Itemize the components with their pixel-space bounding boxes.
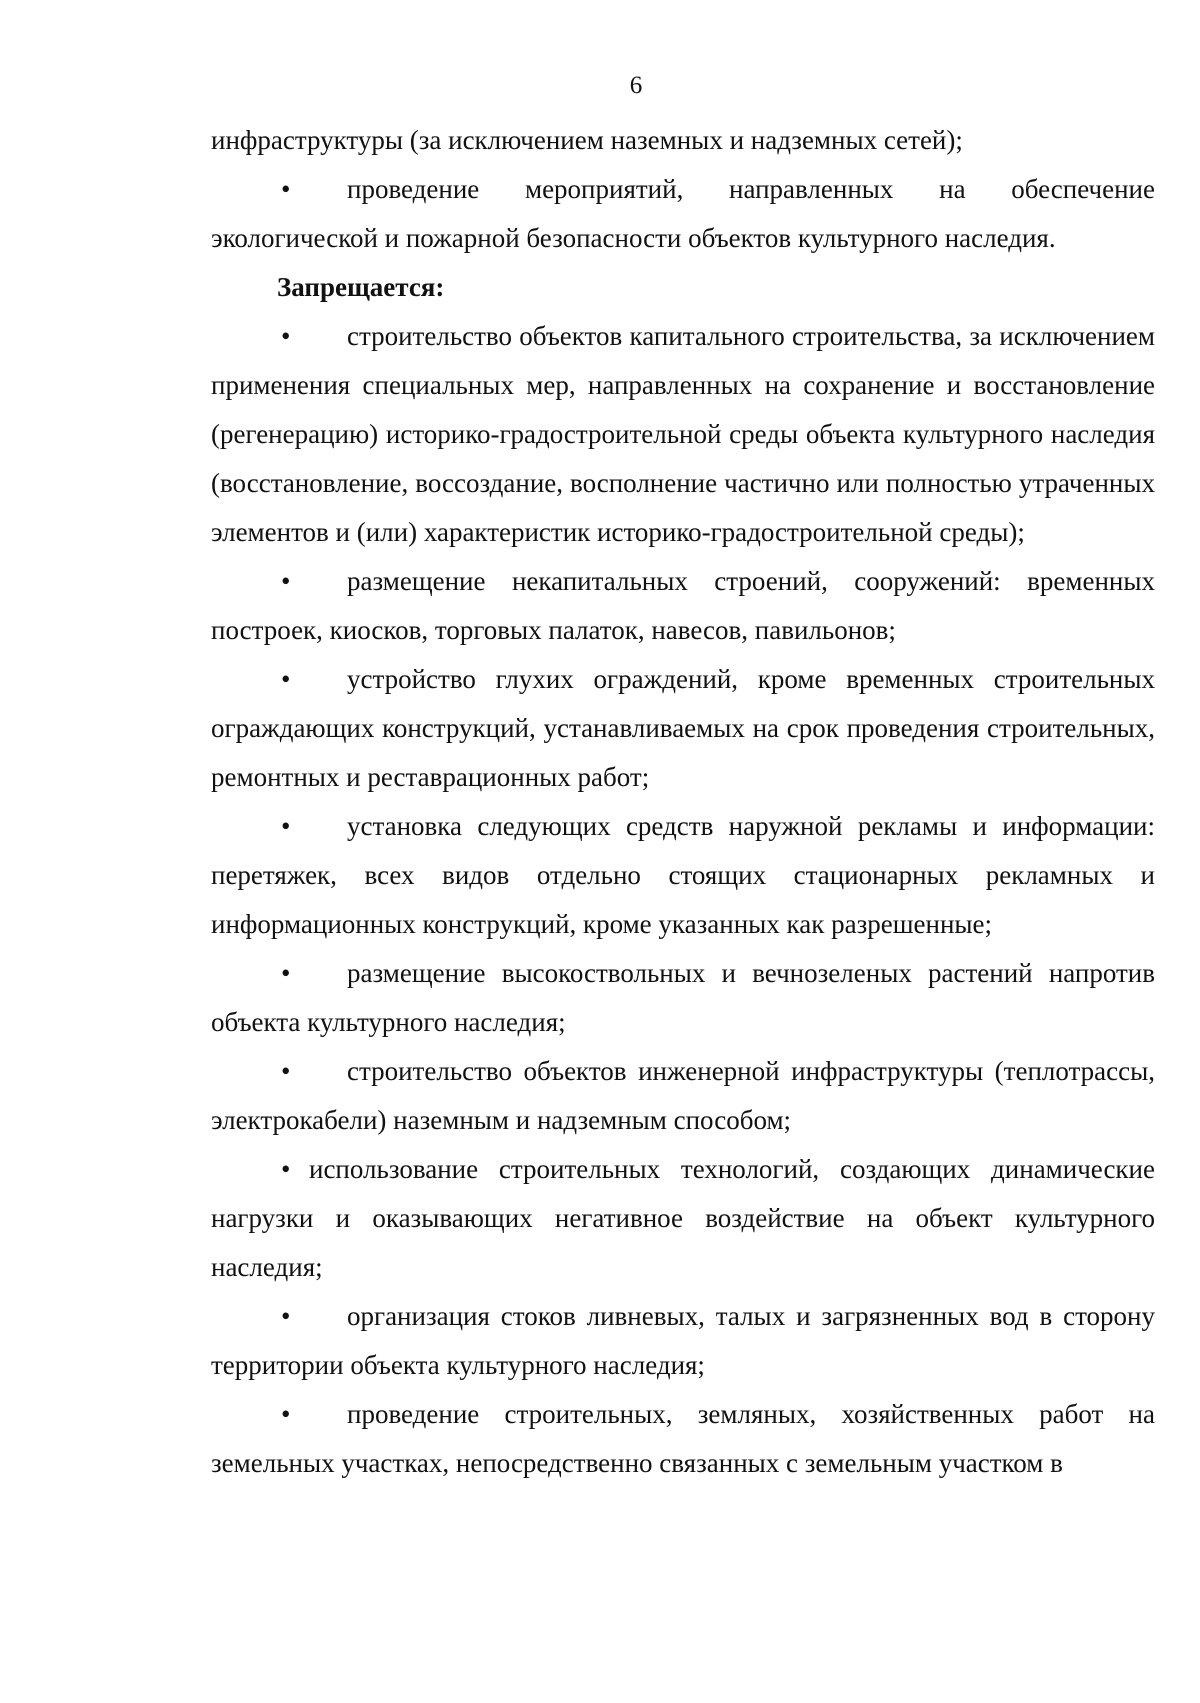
- bullet-icon: •: [281, 664, 291, 694]
- bullet-icon: •: [281, 1056, 291, 1086]
- list-item: [211, 312, 1155, 557]
- list-item: [211, 802, 1155, 949]
- list-item-text: установка следующих средств наружной рекламы и информации: перетяжек, всех видов отдельно стоящих стационарных рекламных и информационных конструкций, кроме указанных как разрешенные;: [211, 811, 1155, 939]
- list-item-text: строительство объектов капитального строительства, за исключением применения специальных мер, направленных на сохранение и восстановление (регенерацию) историко-градостроительной среды объекта культурного наследия (восстановление, воссоздание, восполнение частично или полностью утраченных элементов и (или) характеристик историко-градостроительной среды);: [211, 321, 1155, 547]
- list-item-text: устройство глухих ограждений, кроме временных строительных ограждающих конструкций, устанавливаемых на срок проведения строительных, ремонтных и реставрационных работ;: [211, 664, 1155, 792]
- list-item-text: проведение строительных, земляных, хозяйственных работ на земельных участках, непосредственно связанных с земельным участком в: [211, 1399, 1155, 1478]
- bullet-icon: •: [281, 566, 291, 596]
- section-heading: Запрещается:: [277, 272, 445, 302]
- continued-paragraph: инфраструктуры (за исключением наземных и надземных сетей);: [211, 125, 963, 155]
- list-item-text: размещение высокоствольных и вечнозеленых растений напротив объекта культурного наследия;: [211, 958, 1155, 1037]
- bullet-icon: •: [281, 811, 291, 841]
- list-item-text: проведение мероприятий, направленных на обеспечение экологической и пожарной безопасности объектов культурного наследия.: [211, 174, 1155, 253]
- list-item: [211, 1292, 1155, 1390]
- bullet-icon: •: [281, 958, 291, 988]
- list-item: [211, 1047, 1155, 1145]
- list-item: [211, 1145, 1155, 1292]
- list-item: [211, 949, 1155, 1047]
- list-item-text: использование строительных технологий, создающих динамические нагрузки и оказывающих негативное воздействие на объект культурного наследия;: [211, 1154, 1155, 1282]
- list-item-allowed: [211, 165, 1155, 263]
- list-item: [211, 557, 1155, 655]
- list-item: [211, 655, 1155, 802]
- bullet-icon: •: [281, 321, 291, 351]
- bullet-icon: •: [281, 174, 291, 204]
- bullet-icon: •: [281, 1154, 291, 1184]
- list-item-text: размещение некапитальных строений, сооружений: временных построек, киосков, торговых палаток, навесов, павильонов;: [211, 566, 1155, 645]
- bullet-icon: •: [281, 1301, 291, 1331]
- document-body: [211, 116, 1155, 1488]
- list-item: [211, 1390, 1155, 1488]
- list-item-text: организация стоков ливневых, талых и загрязненных вод в сторону территории объекта культурного наследия;: [211, 1301, 1155, 1380]
- page-number: 6: [629, 72, 643, 99]
- list-item-text: строительство объектов инженерной инфраструктуры (теплотрассы, электрокабели) наземным и надземным способом;: [211, 1056, 1155, 1135]
- bullet-icon: •: [281, 1399, 291, 1429]
